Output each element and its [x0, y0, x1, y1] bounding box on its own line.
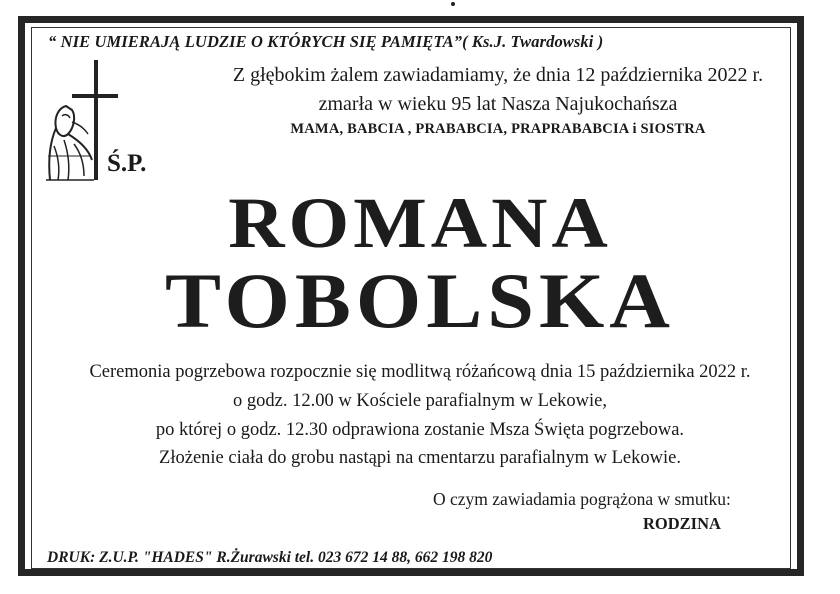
- deceased-last-name: TOBOLSKA: [165, 258, 675, 345]
- memorial-quote: “ NIE UMIERAJĄ LUDZIE O KTÓRYCH SIĘ PAMIĘTA”( Ks.J. Twardowski ): [48, 32, 604, 51]
- ceremony-line-1: Ceremonia pogrzebowa rozpocznie się modlitwą różańcową dnia 15 października 2022 r.: [89, 362, 751, 382]
- sp-abbreviation: Ś.P.: [107, 150, 147, 177]
- closing-notice: O czym zawiadamia pogrążona w smutku:: [433, 489, 731, 509]
- family-signature: RODZINA: [643, 514, 721, 533]
- relations-line: MAMA, BABCIA , PRABABCIA, PRAPRABABCIA i SIOSTRA: [290, 121, 706, 137]
- scan-dot: [451, 2, 455, 6]
- ceremony-line-2: o godz. 12.00 w Kościele parafialnym w Lekowie,: [232, 391, 607, 411]
- deceased-first-name: ROMANA: [228, 182, 612, 263]
- intro-line-1: Z głębokim żalem zawiadamiamy, że dnia 12 października 2022 r.: [232, 64, 764, 86]
- ceremony-line-3: po której o godz. 12.30 odprawiona zostanie Msza Święta pogrzebowa.: [155, 420, 685, 440]
- print-info-footer: DRUK: Z.U.P. "HADES" R.Żurawski tel. 023 672 14 88, 662 198 820: [47, 549, 493, 566]
- ceremony-line-4: Złożenie ciała do grobu nastąpi na cmentarzu parafialnym w Lekowie.: [159, 448, 681, 468]
- intro-line-2: zmarła w wieku 95 lat Nasza Najukochańsza: [318, 93, 678, 115]
